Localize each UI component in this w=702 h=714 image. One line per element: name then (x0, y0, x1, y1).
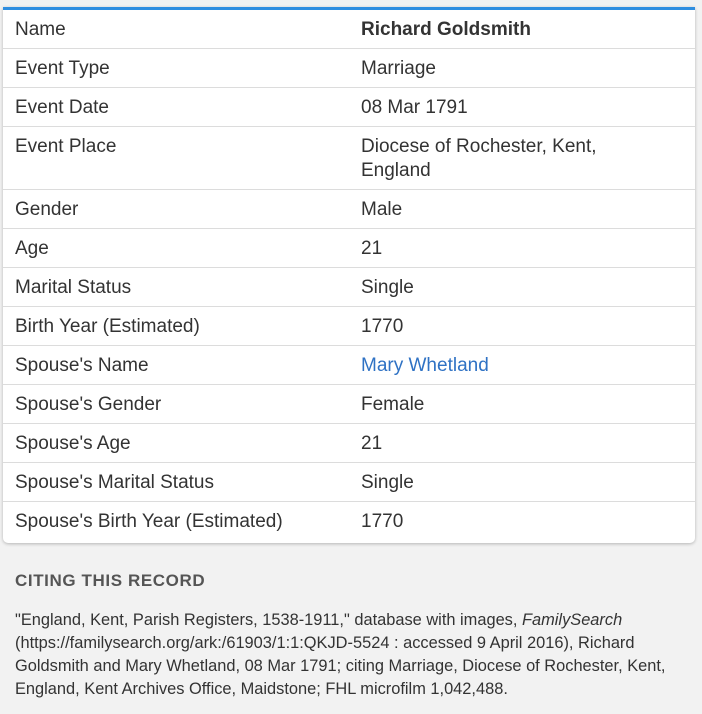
field-value-name: Richard Goldsmith (361, 19, 531, 40)
field-label: Name (15, 19, 66, 40)
field-value: Male (361, 199, 403, 220)
field-label: Event Date (15, 97, 109, 118)
row-birth-year (3, 307, 695, 346)
field-value: 1770 (361, 511, 404, 532)
row-gender (3, 190, 695, 229)
row-event-date (3, 88, 695, 127)
field-label: Event Type (15, 58, 110, 79)
field-label: Spouse's Name (15, 355, 149, 376)
field-label: Spouse's Gender (15, 394, 162, 415)
field-label: Birth Year (Estimated) (15, 316, 200, 337)
field-label: Gender (15, 199, 79, 220)
row-spouse-marital-status (3, 463, 695, 502)
citing-record-section (15, 570, 695, 698)
field-label: Spouse's Birth Year (Estimated) (15, 511, 283, 532)
field-value: Single (361, 472, 414, 493)
citation-text (15, 609, 695, 701)
citation-text-before: "England, Kent, Parish Registers, 1538-1911," database with images, (15, 611, 522, 629)
field-value: Single (361, 277, 414, 298)
field-value: Marriage (361, 58, 436, 79)
field-label: Event Place (15, 136, 117, 157)
citation-text-after: (https://familysearch.org/ark:/61903/1:1:QKJD-5524 : accessed 9 April 2016), Richard Goldsmith and Mary Whetland, 08 Mar 1791; citing Marriage, Diocese of Rochester, Kent, England, Kent Archives Office, Maidstone; FHL microfilm 1,042,488. (15, 634, 666, 698)
record-details-card (3, 7, 695, 543)
row-spouse-name (3, 346, 695, 385)
spouse-name-link[interactable]: Mary Whetland (361, 355, 489, 376)
row-spouse-age (3, 424, 695, 463)
section-heading: CITING THIS RECORD (15, 571, 206, 590)
field-label: Spouse's Marital Status (15, 472, 214, 493)
field-label: Age (15, 238, 49, 259)
field-value: 08 Mar 1791 (361, 97, 468, 118)
citation-source-name: FamilySearch (522, 611, 623, 629)
row-spouse-gender (3, 385, 695, 424)
row-event-type (3, 49, 695, 88)
row-marital-status (3, 268, 695, 307)
row-name (3, 10, 695, 49)
field-value: Diocese of Rochester, Kent, England (361, 136, 597, 181)
field-label: Spouse's Age (15, 433, 131, 454)
field-value: Female (361, 394, 425, 415)
row-spouse-birth-year (3, 502, 695, 543)
row-event-place (3, 127, 695, 190)
field-label: Marital Status (15, 277, 132, 298)
field-value: 21 (361, 238, 383, 259)
field-value: 21 (361, 433, 383, 454)
field-value: 1770 (361, 316, 404, 337)
row-age (3, 229, 695, 268)
